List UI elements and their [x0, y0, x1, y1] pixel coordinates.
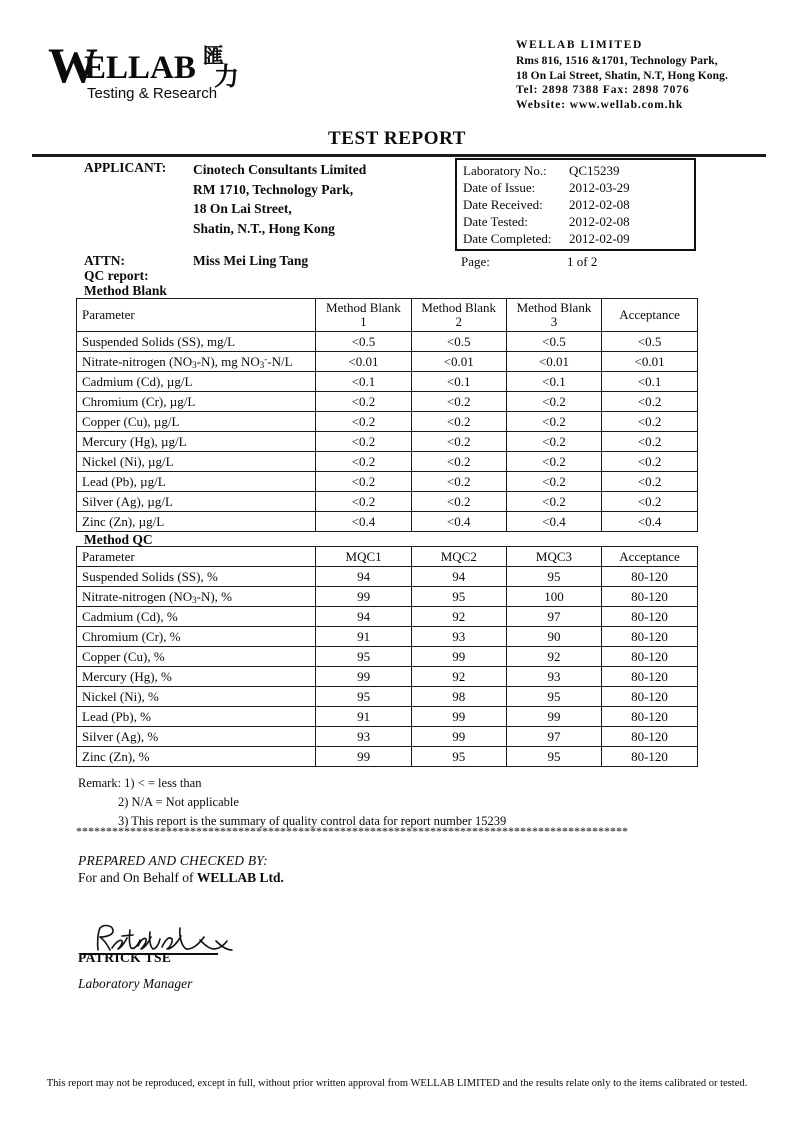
cell-parameter: Copper (Cu), % — [77, 647, 316, 667]
cell-value-3: 90 — [506, 627, 601, 647]
lab-info-key: Date Completed: — [463, 231, 552, 246]
on-behalf-of-line — [78, 870, 284, 886]
lab-info-key: Date Tested: — [463, 214, 528, 229]
cell-acceptance: 80-120 — [602, 687, 698, 707]
cell-value-2: <0.2 — [411, 412, 506, 432]
column-header-line1: Method Blank — [516, 299, 592, 315]
table-row — [77, 392, 698, 412]
table-row — [77, 607, 698, 627]
signatory-name: PATRICK TSE — [78, 950, 172, 965]
cell-value-3: 99 — [506, 707, 601, 727]
cell-value-1: 99 — [316, 587, 411, 607]
lab-info-row — [457, 179, 694, 196]
method-qc-table — [76, 546, 698, 767]
table-row — [77, 667, 698, 687]
cell-acceptance: 80-120 — [602, 627, 698, 647]
column-header-method-blank-3 — [506, 299, 601, 332]
column-header-line1: Method Blank — [326, 299, 401, 315]
cell-value-1: 91 — [316, 707, 411, 727]
column-header-acceptance: Acceptance — [602, 547, 698, 567]
cell-acceptance: 80-120 — [602, 747, 698, 767]
cell-value-2: 99 — [411, 727, 506, 747]
page-label: Page: — [461, 254, 490, 269]
applicant-label: APPLICANT: — [84, 160, 167, 175]
cell-value-1: <0.2 — [316, 492, 411, 512]
table-row — [77, 512, 698, 532]
cell-value-2: 95 — [411, 587, 506, 607]
cell-value-1: <0.1 — [316, 372, 411, 392]
table-row — [77, 472, 698, 492]
cell-acceptance: 80-120 — [602, 567, 698, 587]
column-header-line1: Method Blank — [421, 299, 497, 315]
cell-value-3: <0.2 — [506, 472, 601, 492]
cell-value-2: 95 — [411, 747, 506, 767]
cell-value-1: <0.4 — [316, 512, 411, 532]
cell-value-2: 99 — [411, 647, 506, 667]
cell-parameter: Chromium (Cr), % — [77, 627, 316, 647]
table-row — [77, 747, 698, 767]
cell-value-2: <0.4 — [411, 512, 506, 532]
table-header-row — [77, 299, 698, 332]
cell-value-3: 95 — [506, 567, 601, 587]
cell-value-2: <0.1 — [411, 372, 506, 392]
lab-info-key: Laboratory No.: — [463, 163, 547, 178]
applicant-address-line-2: 18 On Lai Street, — [193, 201, 292, 216]
cell-acceptance: 80-120 — [602, 727, 698, 747]
cell-value-1: <0.2 — [316, 432, 411, 452]
lab-info-value: QC15239 — [569, 163, 620, 178]
company-address-line-2: 18 On Lai Street, Shatin, N.T, Hong Kong. — [516, 69, 728, 82]
cell-acceptance: 80-120 — [602, 707, 698, 727]
qc-report-label: QC report: — [84, 268, 149, 283]
logo-initial-letter: W — [48, 37, 97, 93]
cell-value-3: 95 — [506, 747, 601, 767]
table-row — [77, 567, 698, 587]
on-behalf-prefix: For and On Behalf of — [78, 870, 197, 885]
cell-parameter: Lead (Pb), % — [77, 707, 316, 727]
cell-value-3: 97 — [506, 727, 601, 747]
cell-value-2: 99 — [411, 707, 506, 727]
cell-parameter: Nickel (Ni), % — [77, 687, 316, 707]
cell-value-2: <0.2 — [411, 472, 506, 492]
remark-line-2: 2) N/A = Not applicable — [118, 795, 239, 809]
method-blank-table — [76, 298, 698, 532]
lab-info-value: 2012-02-08 — [569, 197, 630, 212]
cell-value-2: 98 — [411, 687, 506, 707]
column-header-mqc3: MQC3 — [506, 547, 601, 567]
cell-acceptance: <0.2 — [602, 412, 698, 432]
column-header-acceptance: Acceptance — [602, 299, 698, 332]
table-row — [77, 412, 698, 432]
cell-value-3: 93 — [506, 667, 601, 687]
signatory-job-title: Laboratory Manager — [78, 976, 193, 991]
page-title: TEST REPORT — [327, 128, 467, 149]
cell-acceptance: <0.5 — [602, 332, 698, 352]
cell-parameter: Nitrate-nitrogen $(NO_3-N)$, % — [77, 587, 316, 607]
cell-parameter: Silver (Ag), µg/L — [77, 492, 316, 512]
cell-value-2: 92 — [411, 667, 506, 687]
logo-cjk-character-bottom: 力 — [214, 62, 240, 91]
table-row — [77, 647, 698, 667]
lab-info-row — [457, 162, 694, 179]
remark-line-1: Remark: 1) < = less than — [78, 776, 202, 790]
column-header-mqc1: MQC1 — [316, 547, 411, 567]
cell-acceptance: <0.2 — [602, 392, 698, 412]
cell-value-3: 95 — [506, 687, 601, 707]
cell-value-2: <0.01 — [411, 352, 506, 372]
cell-parameter: Zinc (Zn), µg/L — [77, 512, 316, 532]
cell-parameter: Cadmium (Cd), % — [77, 607, 316, 627]
cell-value-1: 99 — [316, 667, 411, 687]
cell-value-3: <0.2 — [506, 392, 601, 412]
cell-value-2: 93 — [411, 627, 506, 647]
cell-acceptance: <0.01 — [602, 352, 698, 372]
cell-value-1: <0.01 — [316, 352, 411, 372]
column-header-line2: 3 — [550, 314, 558, 329]
cell-value-1: 93 — [316, 727, 411, 747]
cell-value-2: <0.2 — [411, 452, 506, 472]
column-header-method-blank-2 — [411, 299, 506, 332]
column-header-line2: 1 — [360, 314, 367, 329]
remark-line-3: 3) This report is the summary of quality control data for report number 15239 — [118, 814, 507, 828]
lab-info-value: 2012-02-09 — [569, 231, 630, 246]
method-blank-table-body — [77, 332, 698, 532]
logo-cjk-character-top: 匯 — [203, 44, 224, 68]
cell-parameter: Suspended Solids (SS), mg/L — [77, 332, 316, 352]
column-header-method-blank-1 — [316, 299, 411, 332]
laboratory-info-box — [455, 158, 696, 251]
cell-value-1: <0.5 — [316, 332, 411, 352]
cell-value-3: 97 — [506, 607, 601, 627]
cell-acceptance: <0.2 — [602, 452, 698, 472]
cell-value-2: <0.2 — [411, 392, 506, 412]
wellab-logo — [48, 37, 378, 102]
lab-info-key: Date Received: — [463, 197, 543, 212]
cell-value-2: <0.5 — [411, 332, 506, 352]
table-row — [77, 587, 698, 607]
cell-parameter: Silver (Ag), % — [77, 727, 316, 747]
table-row — [77, 432, 698, 452]
column-header-parameter: Parameter — [77, 547, 316, 567]
logo-tagline: Testing & Research — [87, 85, 218, 102]
lab-info-value: 2012-03-29 — [569, 180, 630, 195]
cell-parameter: Mercury (Hg), µg/L — [77, 432, 316, 452]
cell-parameter: Cadmium (Cd), µg/L — [77, 372, 316, 392]
cell-value-1: 94 — [316, 567, 411, 587]
cell-value-1: <0.2 — [316, 472, 411, 492]
cell-value-1: <0.2 — [316, 392, 411, 412]
lab-info-value: 2012-02-08 — [569, 214, 630, 229]
cell-value-1: 99 — [316, 747, 411, 767]
cell-value-3: <0.2 — [506, 452, 601, 472]
lab-info-row — [457, 213, 694, 230]
cell-parameter: Mercury (Hg), % — [77, 667, 316, 687]
cell-parameter: Copper (Cu), µg/L — [77, 412, 316, 432]
cell-parameter: Nickel (Ni), µg/L — [77, 452, 316, 472]
cell-value-3: <0.5 — [506, 332, 601, 352]
cell-acceptance: <0.2 — [602, 492, 698, 512]
cell-value-3: 92 — [506, 647, 601, 667]
applicant-address-line-1: RM 1710, Technology Park, — [193, 181, 354, 197]
table-header-row — [77, 547, 698, 567]
cell-value-1: 91 — [316, 627, 411, 647]
cell-value-2: <0.2 — [411, 432, 506, 452]
cell-value-1: 95 — [316, 647, 411, 667]
applicant-name: Cinotech Consultants Limited — [193, 162, 367, 177]
asterisk-separator: ******************************************************************************************** — [76, 826, 628, 836]
table-row — [77, 452, 698, 472]
company-website: Website: www.wellab.com.hk — [516, 98, 684, 111]
cell-value-2: <0.2 — [411, 492, 506, 512]
table-row — [77, 687, 698, 707]
cell-value-3: <0.2 — [506, 412, 601, 432]
applicant-details — [193, 160, 366, 238]
cell-acceptance: <0.2 — [602, 472, 698, 492]
cell-value-1: <0.2 — [316, 412, 411, 432]
remarks-section — [78, 774, 738, 831]
cell-acceptance: 80-120 — [602, 647, 698, 667]
table-row — [77, 352, 698, 372]
cell-value-3: <0.4 — [506, 512, 601, 532]
table-row — [77, 627, 698, 647]
method-qc-section-title: Method QC — [84, 532, 153, 547]
lab-info-row — [457, 230, 694, 247]
cell-parameter: Nitrate-nitrogen $(NO_3-N)$, mg $NO_3^--N/L$ — [77, 352, 316, 372]
company-phone-fax: Tel: 2898 7388 Fax: 2898 7076 — [516, 84, 690, 96]
company-contact-block — [516, 38, 766, 112]
method-blank-section-title: Method Blank — [84, 283, 167, 298]
on-behalf-company: WELLAB Ltd. — [196, 870, 284, 885]
cell-value-3: <0.01 — [506, 352, 601, 372]
table-row — [77, 707, 698, 727]
cell-acceptance: <0.2 — [602, 432, 698, 452]
cell-acceptance: <0.1 — [602, 372, 698, 392]
lab-info-row — [457, 196, 694, 213]
column-header-line2: 2 — [455, 314, 462, 329]
cell-acceptance: 80-120 — [602, 667, 698, 687]
header-divider-rule — [32, 154, 766, 157]
cell-value-2: 92 — [411, 607, 506, 627]
cell-value-3: 100 — [506, 587, 601, 607]
cell-acceptance: <0.4 — [602, 512, 698, 532]
company-name: WELLAB LIMITED — [516, 39, 643, 51]
column-header-parameter: Parameter — [77, 299, 316, 332]
cell-value-1: 94 — [316, 607, 411, 627]
table-row — [77, 727, 698, 747]
applicant-address-line-3: Shatin, N.T., Hong Kong — [193, 220, 335, 236]
company-address-line-1: Rms 816, 1516 &1701, Technology Park, — [516, 55, 718, 67]
column-header-mqc2: MQC2 — [411, 547, 506, 567]
cell-value-3: <0.1 — [506, 372, 601, 392]
method-qc-table-body — [77, 567, 698, 767]
cell-value-3: <0.2 — [506, 432, 601, 452]
cell-value-1: 95 — [316, 687, 411, 707]
lab-info-key: Date of Issue: — [463, 180, 536, 195]
cell-acceptance: 80-120 — [602, 587, 698, 607]
table-row — [77, 492, 698, 512]
logo-brand-text: ELLAB — [84, 50, 196, 86]
prepared-and-checked-by-label: PREPARED AND CHECKED BY: — [78, 853, 268, 868]
page-number-row — [455, 253, 696, 270]
footer-disclaimer: This report may not be reproduced, except in full, without prior written approval from WELLAB LIMITED and the results relate only to the items calibrated or tested. — [46, 1078, 748, 1089]
page-header — [0, 38, 794, 118]
cell-value-1: <0.2 — [316, 452, 411, 472]
page-value: 1 of 2 — [567, 254, 598, 269]
cell-parameter: Suspended Solids (SS), % — [77, 567, 316, 587]
attn-label: ATTN: — [84, 253, 126, 268]
cell-parameter: Chromium (Cr), µg/L — [77, 392, 316, 412]
table-row — [77, 372, 698, 392]
attn-value: Miss Mei Ling Tang — [193, 253, 309, 268]
cell-value-3: <0.2 — [506, 492, 601, 512]
table-row — [77, 332, 698, 352]
cell-acceptance: 80-120 — [602, 607, 698, 627]
logo-wordmark — [48, 37, 378, 102]
cell-parameter: Lead (Pb), µg/L — [77, 472, 316, 492]
cell-parameter: Zinc (Zn), % — [77, 747, 316, 767]
cell-value-2: 94 — [411, 567, 506, 587]
